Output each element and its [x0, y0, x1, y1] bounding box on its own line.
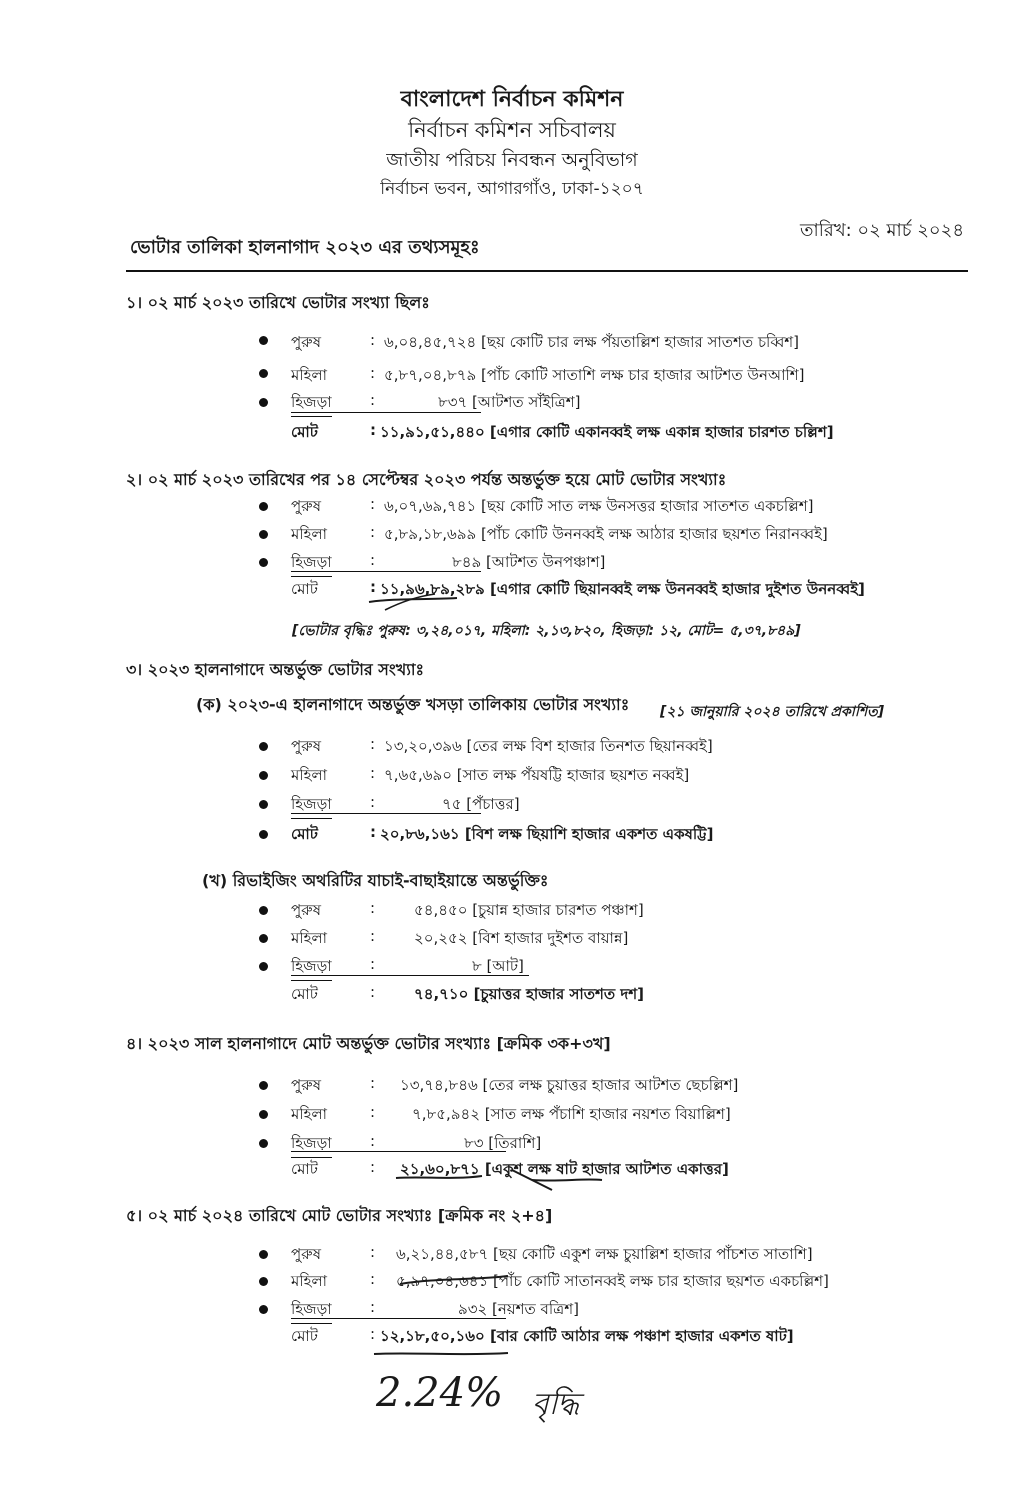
row-colon: : [370, 551, 376, 569]
row-colon: : [370, 735, 376, 753]
row-value: ৮৩৭ [আটশত সাঁইত্রিশ] [438, 393, 581, 411]
row-colon: : [370, 1270, 376, 1288]
bullet-icon [259, 1250, 268, 1259]
bullet-icon [259, 934, 268, 943]
underline [291, 1151, 506, 1152]
row-label: পুরুষ [291, 1245, 321, 1263]
row-label: হিজড়া [291, 1132, 332, 1158]
row-label: হিজড়া [291, 551, 332, 577]
row-value: ৭৫ [পঁচাত্তর] [442, 795, 520, 813]
row-colon: : [370, 1074, 376, 1092]
row-colon: : [370, 331, 376, 349]
row-colon: : [370, 1325, 376, 1343]
bullet-icon [259, 1081, 268, 1090]
row-value: ১৩,৭৪,৮৪৬ [তের লক্ষ চুয়াত্তর হাজার আটশত ছেচল্লিশ] [400, 1076, 739, 1094]
secretariat-name: নির্বাচন কমিশন সচিবালয় [408, 118, 616, 142]
publication-note: [২১ জানুয়ারি ২০২৪ তারিখে প্রকাশিত] [660, 704, 885, 720]
bullet-icon [259, 369, 268, 378]
row-value: ৮৩ [তিরাশি] [464, 1134, 542, 1152]
bullet-icon [259, 398, 268, 407]
document-title: ভোটার তালিকা হালনাগাদ ২০২৩ এর তথ্যসমূহঃ [130, 237, 480, 258]
row-label: মহিলা [291, 366, 328, 384]
org-name: বাংলাদেশ নির্বাচন কমিশন [400, 87, 624, 112]
row-label: পুরুষ [291, 737, 321, 755]
bullet-icon [259, 906, 268, 915]
row-colon: : [370, 1243, 376, 1261]
bullet-icon [259, 1277, 268, 1286]
row-colon: : [370, 391, 376, 409]
subsection-3a-heading: (ক) ২০২৩-এ হালনাগাদে অন্তর্ভুক্ত খসড়া তালিকায় ভোটার সংখ্যাঃ [196, 695, 630, 714]
handwritten-underline [372, 1348, 512, 1360]
row-colon: : [370, 764, 376, 782]
bullet-icon [259, 742, 268, 751]
underline [291, 813, 481, 814]
underline [291, 412, 481, 413]
row-colon: : [370, 823, 376, 841]
bullet-icon [259, 1110, 268, 1119]
row-colon: : [370, 421, 376, 439]
row-label: হিজড়া [291, 391, 332, 417]
row-colon: : [370, 793, 376, 811]
subsection-3b-heading: (খ) রিভাইজিং অথরিটির যাচাই-বাছাইয়ান্তে অন্তর্ভুক্তিঃ [202, 871, 549, 890]
bullet-icon [259, 530, 268, 539]
row-value-total: ১১,৯১,৫১,৪৪০ [এগার কোটি একানব্বই লক্ষ একান্ন হাজার চারশত চল্লিশ] [380, 423, 834, 441]
bullet-icon [259, 502, 268, 511]
row-value: ৮৪৯ [আটশত উনপঞ্চাশ] [452, 553, 606, 571]
row-label: মহিলা [291, 1105, 328, 1123]
row-value-total: ১১,৯৬,৮৯,২৮৯ [এগার কোটি ছিয়ানব্বই লক্ষ উননব্বই হাজার দুইশত উননব্বই] [380, 580, 865, 598]
handwritten-strike [396, 1264, 516, 1294]
handwritten-underline [365, 592, 485, 614]
handwritten-percentage: 2.24% [376, 1370, 504, 1416]
row-value: ৫৪,৪৫০ [চুয়ান্ন হাজার চারশত পঞ্চাশ] [414, 901, 644, 919]
bullet-icon [259, 771, 268, 780]
row-value: ৫,৮৭,০৪,৮৭৯ [পাঁচ কোটি সাতাশি লক্ষ চার হাজার আটশত উনআশি] [384, 366, 805, 384]
row-value-total: ২০,৮৬,১৬১ [বিশ লক্ষ ছিয়াশি হাজার একশত একষট্টি] [380, 825, 714, 843]
row-label: মহিলা [291, 525, 328, 543]
bullet-icon [259, 962, 268, 971]
row-colon: : [370, 955, 376, 973]
section-5-heading: ৫। ০২ মার্চ ২০২৪ তারিখে মোট ভোটার সংখ্যাঃ [ক্রমিক নং ২+৪] [126, 1206, 553, 1225]
underline [291, 571, 481, 572]
row-label-total: মোট [291, 580, 318, 598]
address: নির্বাচন ভবন, আগারগাঁও, ঢাকা-১২০৭ [380, 179, 644, 199]
row-value: ১৩,২০,৩৯৬ [তের লক্ষ বিশ হাজার তিনশত ছিয়ানব্বই] [384, 737, 713, 755]
row-colon: : [370, 1132, 376, 1150]
row-label-total: মোট [291, 985, 318, 1003]
row-value: ৭,৬৫,৬৯০ [সাত লক্ষ পঁয়ষট্টি হাজার ছয়শত নব্বই] [384, 766, 690, 784]
row-label: পুরুষ [291, 497, 321, 515]
row-label: মহিলা [291, 766, 328, 784]
row-value: ৬,২১,৪৪,৫৮৭ [ছয় কোটি একুশ লক্ষ চুয়াল্লিশ হাজার পাঁচশত সাতাশি] [396, 1245, 813, 1263]
row-colon: : [370, 983, 376, 1001]
row-colon: : [370, 927, 376, 945]
row-colon: : [370, 899, 376, 917]
row-value-total: ১২,১৮,৫০,১৬০ [বার কোটি আঠার লক্ষ পঞ্চাশ হাজার একশত ষাট] [380, 1327, 794, 1345]
section-3-heading: ৩। ২০২৩ হালনাগাদে অন্তর্ভুক্ত ভোটার সংখ্যাঃ [126, 660, 425, 679]
underline [291, 975, 529, 976]
section-1-heading: ১। ০২ মার্চ ২০২৩ তারিখে ভোটার সংখ্যা ছিলঃ [126, 293, 430, 312]
row-colon: : [370, 523, 376, 541]
row-label-total: মোট [291, 1327, 318, 1345]
row-value: ৮ [আট] [472, 957, 524, 975]
row-label: পুরুষ [291, 333, 321, 351]
row-value: ৬,০৭,৬৯,৭৪১ [ছয় কোটি সাত লক্ষ উনসত্তর হাজার সাতশত একচল্লিশ] [384, 497, 814, 515]
bullet-icon [259, 558, 268, 567]
row-colon: : [370, 495, 376, 513]
underline [291, 1318, 506, 1319]
row-label: হিজড়া [291, 1298, 332, 1324]
increase-note: [ভোটার বৃদ্ধিঃ পুরুষ: ৩,২৪,০১৭, মহিলা: ২,১৩,৮২০, হিজড়া: ১২, মোট= ৫,৩৭,৮৪৯] [292, 623, 801, 639]
row-value: ৭,৮৫,৯৪২ [সাত লক্ষ পঁচাশি হাজার নয়শত বিয়াল্লিশ] [412, 1105, 731, 1123]
title-divider [126, 270, 968, 272]
row-label-total: মোট [291, 1160, 318, 1178]
row-value: ৫,৯৭,০৪,৬৪১ [পাঁচ কোটি সাতানব্বই লক্ষ চার হাজার ছয়শত একচল্লিশ] [396, 1272, 829, 1290]
row-value: ৫,৮৯,১৮,৬৯৯ [পাঁচ কোটি উননব্বই লক্ষ আঠার হাজার ছয়শত নিরানব্বই] [384, 525, 828, 543]
row-value: ৯৩২ [নয়শত বত্রিশ] [458, 1300, 579, 1318]
handwritten-scribble [392, 1166, 622, 1196]
row-label: পুরুষ [291, 1076, 321, 1094]
row-colon: : [370, 364, 376, 382]
row-value-total: ৭৪,৭১০ [চুয়াত্তর হাজার সাতশত দশ] [414, 985, 644, 1003]
bullet-icon [259, 830, 268, 839]
row-colon: : [370, 1298, 376, 1316]
section-2-heading: ২। ০২ মার্চ ২০২৩ তারিখের পর ১৪ সেপ্টেম্বর ২০২৩ পর্যন্ত অন্তর্ভুক্ত হয়ে মোট ভোটার সংখ্যাঃ [126, 470, 727, 489]
section-4-heading: ৪। ২০২৩ সাল হালনাগাদে মোট অন্তর্ভুক্ত ভোটার সংখ্যাঃ [ক্রমিক ৩ক+৩খ] [126, 1034, 611, 1053]
row-label-total: মোট [291, 825, 318, 843]
row-label: মহিলা [291, 929, 328, 947]
row-label: হিজড়া [291, 793, 332, 819]
bullet-icon [259, 800, 268, 809]
row-value: ৬,০৪,৪৫,৭২৪ [ছয় কোটি চার লক্ষ পঁয়তাল্লিশ হাজার সাতশত চব্বিশ] [384, 333, 800, 351]
bullet-icon [259, 336, 268, 345]
bullet-icon [259, 1305, 268, 1314]
row-colon: : [370, 1103, 376, 1121]
row-label: মহিলা [291, 1272, 328, 1290]
row-label: হিজড়া [291, 955, 332, 981]
division-name: জাতীয় পরিচয় নিবন্ধন অনুবিভাগ [386, 149, 638, 171]
row-colon: : [370, 1158, 376, 1176]
bullet-icon [259, 1139, 268, 1148]
row-value: ২০,২৫২ [বিশ হাজার দুইশত বায়ান্ন] [414, 929, 629, 947]
handwritten-word: বৃদ্ধি [532, 1387, 580, 1422]
row-value-total: ২১,৬০,৮৭১ [একুশ লক্ষ ষাট হাজার আটশত একাত্তর] [400, 1160, 729, 1178]
document-date: তারিখ: ০২ মার্চ ২০২৪ [800, 220, 964, 241]
row-label: পুরুষ [291, 901, 321, 919]
row-colon: : [370, 578, 376, 596]
row-label-total: মোট [291, 423, 318, 441]
